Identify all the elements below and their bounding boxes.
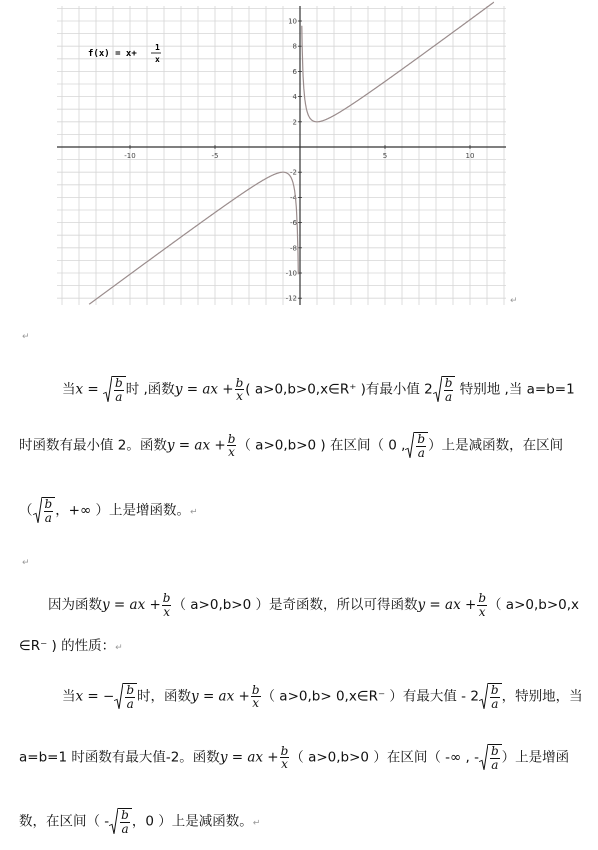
sqrt-b-over-a: [433, 376, 456, 403]
y-tick-label: 8: [292, 42, 297, 51]
p1-line3: [19, 497, 198, 524]
x-tick-label: -10: [124, 152, 136, 160]
text: （ a>0,b> 0,x∈R⁻ ）有最大值 - 2: [261, 688, 479, 705]
curve-right-branch: [302, 2, 494, 122]
sqrt-b-over-a: [109, 808, 132, 835]
p1-line1: [62, 376, 575, 403]
text: a=b=1 时函数有最大值-2。函数: [19, 749, 220, 766]
frac-b-over-x: [227, 433, 237, 459]
frac-den: x: [281, 757, 288, 772]
math-x: x: [75, 688, 84, 705]
frac-den: a: [445, 389, 453, 404]
text: ）上是增函: [501, 749, 570, 766]
frac-b-over-x: [235, 377, 245, 403]
text: ，特别地，当: [501, 688, 583, 705]
math-y: y = ax +: [417, 597, 477, 614]
sqrt-b-over-a: [114, 683, 137, 710]
sqrt-b-over-a: [479, 744, 502, 771]
p1-line2: [19, 432, 563, 459]
text: 因为函数: [48, 597, 102, 614]
return-mark: ↵: [510, 296, 518, 306]
text: 特别地 ,当 a=b=1: [455, 381, 575, 398]
frac-num: b: [490, 744, 499, 758]
frac-den: a: [126, 696, 134, 711]
frac-b-over-x: [477, 592, 487, 618]
return-mark: ↵: [252, 818, 261, 829]
frac-den: x: [163, 604, 171, 619]
text: （: [19, 502, 33, 519]
frac-num: b: [280, 743, 289, 758]
math-y: y = ax +: [219, 749, 279, 766]
x-tick-label: 10: [465, 152, 475, 160]
frac-num: b: [444, 376, 453, 390]
math-y: y = ax +: [102, 597, 161, 614]
x-tick-label: -5: [211, 152, 219, 160]
math-x: x: [75, 381, 84, 398]
text: （ a>0,b>0 ）在区间（ -∞ , -: [290, 749, 479, 766]
return-mark: ↵: [115, 643, 123, 653]
return-mark: ↵: [190, 507, 198, 518]
text: ，+∞ ）上是增函数。: [55, 502, 191, 519]
text: （ a>0,b>0 ) 在区间（ 0 ,: [237, 437, 406, 454]
text: 当: [62, 688, 76, 705]
x-tick-label: 5: [382, 152, 388, 160]
frac-den: a: [417, 445, 425, 460]
frac-den: a: [44, 510, 52, 525]
y-tick-label: 6: [292, 67, 297, 76]
frac-den: a: [491, 757, 499, 772]
frac-num: b: [235, 375, 244, 390]
sqrt-b-over-a: [33, 497, 56, 524]
frac-num: b: [490, 683, 499, 697]
frac-b-over-x: [162, 592, 172, 618]
text: ( a>0,b>0,x∈R⁺ )有最小值 2: [245, 381, 433, 398]
frac-num: b: [162, 591, 171, 605]
text: ）上是减函数，在区间: [428, 437, 564, 454]
text: ，0 ）上是减函数。: [131, 813, 253, 830]
frac-num: b: [227, 431, 236, 446]
return-mark: ↵: [22, 332, 30, 342]
sqrt-b-over-a: [405, 432, 428, 459]
text: （ a>0,b>0,x: [488, 597, 580, 614]
frac-den: a: [115, 389, 123, 404]
y-tick-label: 2: [292, 118, 297, 127]
frac-den: x: [236, 389, 243, 404]
y-tick-label: -2: [290, 168, 297, 177]
p2-line1: [48, 592, 579, 618]
function-graph: [0, 0, 598, 312]
function-label-num: 1: [155, 43, 160, 52]
math-y: y = ax +: [191, 688, 250, 705]
frac-den: x: [478, 604, 486, 619]
text: 时，函数: [137, 688, 192, 705]
text: （ a>0,b>0 ）是奇函数，所以可得函数: [172, 597, 418, 614]
frac-den: x: [228, 445, 235, 460]
y-tick-label: -4: [290, 193, 297, 202]
return-mark: ↵: [22, 558, 30, 568]
y-tick-label: -12: [285, 294, 297, 303]
frac-num: b: [115, 376, 123, 390]
frac-den: a: [121, 821, 129, 836]
text: 数，在区间（ -: [19, 813, 110, 830]
text: 时函数有最小值 2。函数: [19, 437, 167, 454]
text: 当: [62, 381, 76, 398]
frac-num: b: [417, 432, 426, 446]
text: 时 ,函数: [125, 381, 175, 398]
frac-den: a: [491, 696, 499, 711]
y-tick-label: -6: [290, 219, 297, 228]
math-y: y = ax +: [174, 381, 234, 398]
frac-den: x: [252, 696, 260, 711]
y-tick-label: 4: [292, 93, 297, 102]
p3-line1: [62, 683, 583, 710]
frac-num: b: [126, 683, 135, 697]
math-eq: = −: [83, 688, 115, 705]
math-y: y = ax +: [166, 437, 226, 454]
frac-num: b: [251, 682, 260, 697]
function-label-text: f(x) = x+: [88, 49, 137, 59]
frac-num: b: [44, 497, 53, 511]
math-eq: =: [83, 381, 104, 398]
p3-line3: [19, 808, 260, 835]
y-tick-label: -10: [285, 269, 297, 278]
curve-left-branch: [89, 172, 298, 304]
y-tick-label: 10: [288, 17, 297, 26]
frac-b-over-x: [251, 684, 261, 710]
frac-num: b: [121, 808, 129, 822]
p2-line2: [19, 640, 123, 654]
function-label-den: x: [155, 55, 160, 64]
sqrt-b-over-a: [103, 376, 126, 403]
p3-line2: [19, 744, 569, 771]
frac-b-over-x: [280, 745, 290, 771]
frac-num: b: [478, 591, 486, 605]
y-tick-label: -8: [290, 244, 297, 253]
text: ∈R⁻ ) 的性质：: [19, 638, 116, 654]
sqrt-b-over-a: [479, 683, 502, 710]
